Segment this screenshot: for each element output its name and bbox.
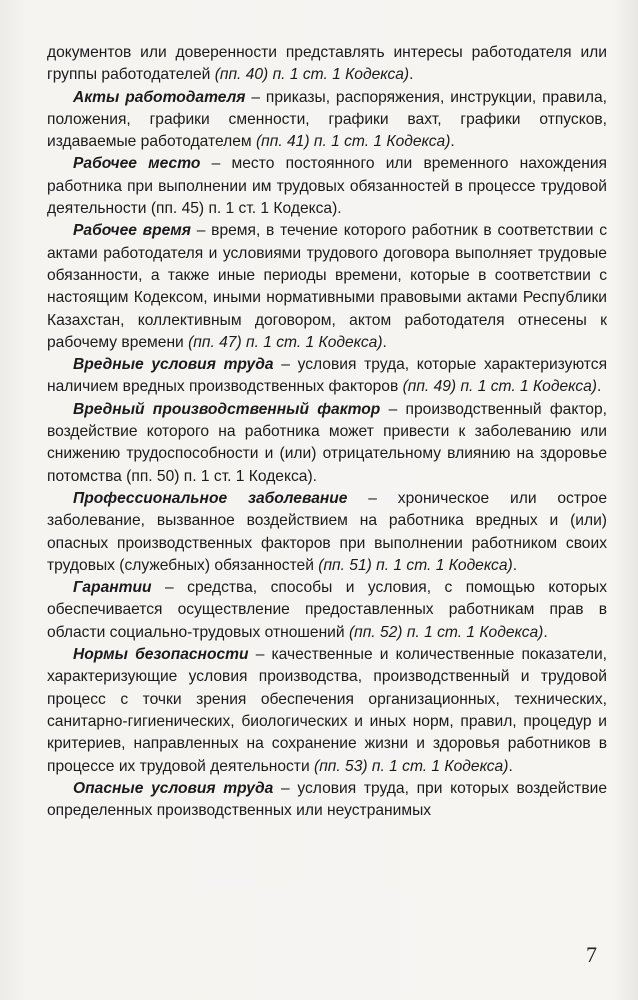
paragraph-body: документов или доверенности представлять интересы работодателя или группы работодателей bbox=[47, 44, 607, 84]
code-reference: (пп. 52) п. 1 ст. 1 Кодекса) bbox=[348, 623, 544, 641]
definition-employer-acts: Акты работодателя – приказы, распоряжения, инструкции, правила, положения, графики сменности, графики вахт, графики отпусков, издаваемые работодателем (пп. 41) п. 1 ст. 1 Кодекса). bbox=[47, 88, 607, 151]
defined-term: Вредный производственный фактор bbox=[73, 400, 381, 418]
code-reference: (пп. 53) п. 1 ст. 1 Кодекса) bbox=[314, 757, 509, 775]
defined-term: Рабочее место bbox=[73, 155, 201, 173]
definition-workplace: Рабочее место – место постоянного или временного нахождения работника при выполнении им трудовых обязанностей в процессе трудовой деятельности (пп. 45) п. 1 ст. 1 Кодекса). bbox=[47, 155, 607, 218]
page-number: 7 bbox=[586, 942, 597, 967]
defined-term: Профессиональное заболевание bbox=[73, 489, 348, 507]
code-reference: (пп. 40) п. 1 ст. 1 Кодекса) bbox=[214, 66, 410, 84]
definition-harmful-conditions: Вредные условия труда – условия труда, которые характеризуются наличием вредных производственных факторов (пп. 49) п. 1 ст. 1 Кодекса). bbox=[47, 356, 608, 396]
defined-term: Опасные условия труда bbox=[73, 779, 274, 797]
definition-safety-norms: Нормы безопасности – качественные и количественные показатели, характеризующие условия производства, производственный и трудовой процесс с точки зрения обеспечения организационных, технических, санитарно-гигиенических, биологических и иных норм, правил, процедур и критериев, направленных на сохранение жизни и здоровья работников в процессе их трудовой деятельности (пп. 53) п. 1 ст. 1 Кодекса). bbox=[47, 646, 608, 775]
defined-term: Нормы безопасности bbox=[73, 646, 249, 664]
definition-occupational-disease: Профессиональное заболевание – хроническое или острое заболевание, вызванное воздействием на работника вредных и (или) опасных производственных факторов при выполнении работником своих трудовых (служебных) обязанностей (пп. 51) п. 1 ст. 1 Кодекса). bbox=[47, 489, 607, 574]
definition-hazardous-conditions: Опасные условия труда – условия труда, при которых воздействие определенных производственных или неустранимых bbox=[47, 779, 607, 820]
definition-text: место постоянного или временного нахождения работника при выполнении им трудовых обязанностей в процессе трудовой деятельности (пп. 45) п. 1 ст. 1 Кодекса). bbox=[47, 155, 607, 218]
page-body-text bbox=[47, 42, 607, 822]
paragraph-continuation: документов или доверенности представлять интересы работодателя или группы работодателей (пп. 40) п. 1 ст. 1 Кодекса). bbox=[47, 44, 607, 84]
definition-harmful-factor: Вредный производственный фактор – производственный фактор, воздействие которого на работника может привести к заболеванию или снижению трудоспособности и (или) отрицательному влиянию на здоровье потомства (пп. 50) п. 1 ст. 1 Кодекса). bbox=[47, 400, 607, 485]
defined-term: Акты работодателя bbox=[73, 88, 246, 106]
defined-term: Рабочее время bbox=[73, 222, 191, 240]
definition-text: производственный фактор, воздействие которого на работника может привести к заболеванию или снижению трудоспособности и (или) отрицательному влиянию на здоровье потомства (пп. 50) п. 1 ст. 1 Кодекса). bbox=[47, 400, 607, 485]
definition-text: хроническое или острое заболевание, вызванное воздействием на работника вредных и (или) опасных производственных факторов при выполнении работником своих трудовых (служебных) обязанностей bbox=[47, 489, 607, 574]
defined-term: Гарантии bbox=[73, 579, 152, 597]
definition-text: условия труда, которые характеризуются наличием вредных производственных факторов bbox=[47, 356, 608, 396]
definition-text: время, в течение которого работник в соответствии с актами работодателя и условиями трудового договора выполняет трудовые обязанности, а также иные периоды времени, которые в соответствии с настоящим Кодексом, иными нормативными правовыми актами Республики Казахстан, коллективным договором, актом работодателя отнесены к рабочему времени bbox=[47, 222, 607, 351]
code-reference: (пп. 47) п. 1 ст. 1 Кодекса) bbox=[188, 333, 383, 351]
definition-text: качественные и количественные показатели, характеризующие условия производства, производственный и трудовой процесс с точки зрения обеспечения организационных, технических, санитарно-гигиенических, биологических и иных норм, правил, процедур и критериев, направленных на сохранение жизни и здоровья работников в процессе их трудовой деятельности bbox=[47, 646, 608, 775]
definition-guarantees: Гарантии – средства, способы и условия, с помощью которых обеспечивается осуществление предоставленных работникам прав в области социально-трудовых отношений (пп. 52) п. 1 ст. 1 Кодекса). bbox=[47, 579, 608, 641]
definition-text: средства, способы и условия, с помощью которых обеспечивается осуществление предоставленных работникам прав в области социально-трудовых отношений bbox=[47, 579, 608, 641]
definition-text: приказы, распоряжения, инструкции, правила, положения, графики сменности, графики вахт, графики отпусков, издаваемые работодателем bbox=[47, 88, 607, 151]
definition-working-time: Рабочее время – время, в течение которого работник в соответствии с актами работодателя и условиями трудового договора выполняет трудовые обязанности, а также иные периоды времени, которые в соответствии с настоящим Кодексом, иными нормативными правовыми актами Республики Казахстан, коллективным договором, актом работодателя отнесены к рабочему времени (пп. 47) п. 1 ст. 1 Кодекса). bbox=[47, 222, 607, 351]
definition-text: условия труда, при которых воздействие определенных производственных или неустранимых bbox=[47, 779, 607, 820]
code-reference: (пп. 49) п. 1 ст. 1 Кодекса) bbox=[402, 378, 597, 396]
code-reference: (пп. 51) п. 1 ст. 1 Кодекса) bbox=[318, 556, 513, 574]
defined-term: Вредные условия труда bbox=[73, 356, 274, 374]
code-reference: (пп. 41) п. 1 ст. 1 Кодекса) bbox=[255, 133, 451, 151]
